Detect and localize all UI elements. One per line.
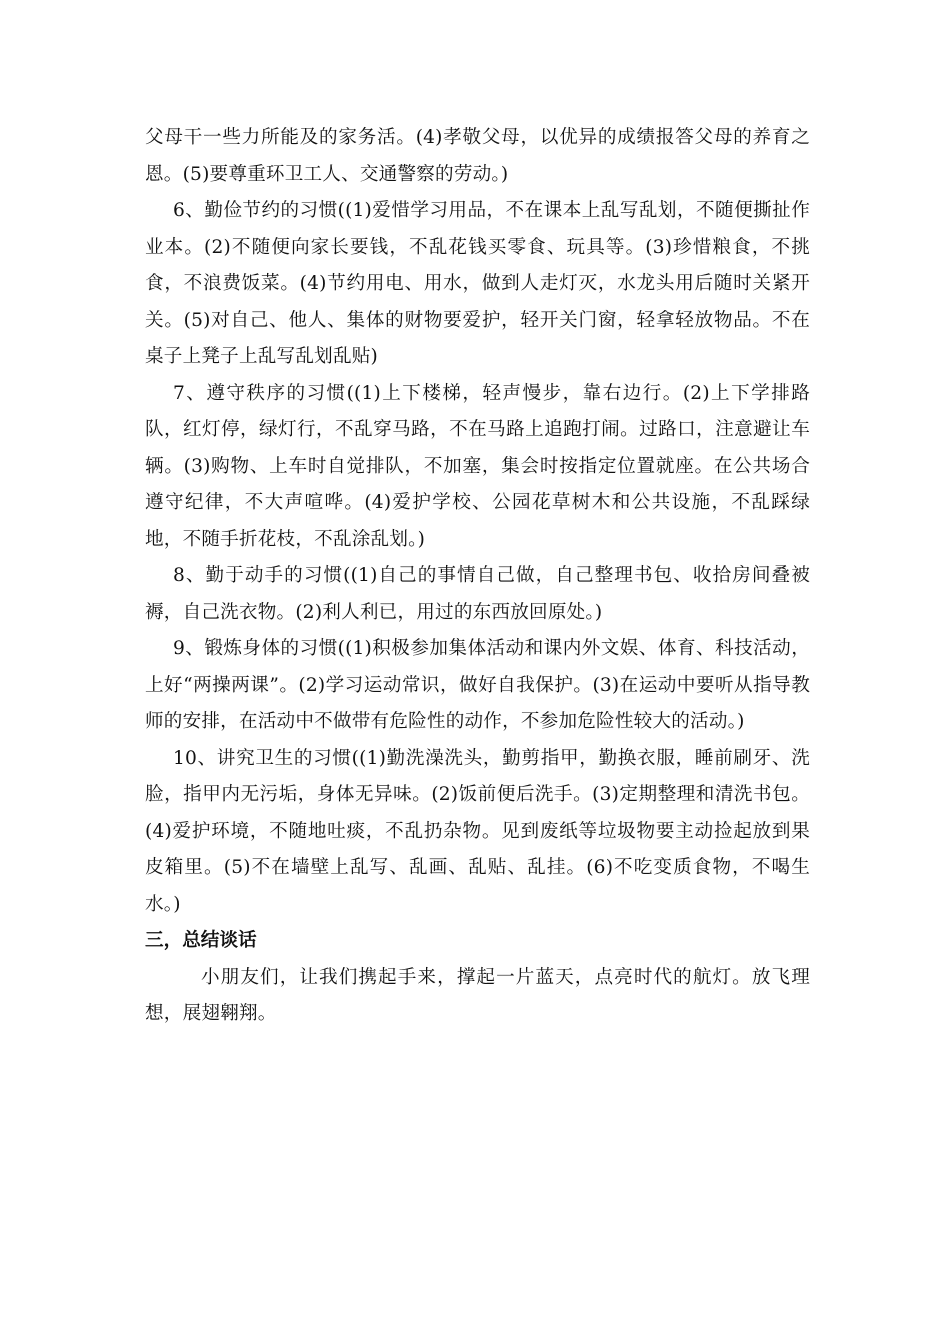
paragraph-habit-order: 7、遵守秩序的习惯((1)上下楼梯，轻声慢步，靠右边行。(2)上下学排路队，红灯停，绿灯行，不乱穿马路，不在马路上追跑打闹。过路口，注意避让车辆。(3)购物、上车时自觉排队，不加塞，集会时按指定位置就座。在公共场合遵守纪律，不大声喧哗。(4)爱护学校、公园花草树木和公共设施，不乱踩绿地，不随手折花枝，不乱涂乱划。) [145,382,810,550]
paragraph-habit-thrift: 6、勤俭节约的习惯((1)爱惜学习用品，不在课本上乱写乱划，不随便撕扯作业本。(2)不随便向家长要钱，不乱花钱买零食、玩具等。(3)珍惜粮食，不挑食，不浪费饭菜。(4)节约用电、用水，做到人走灯灭，水龙头用后随时关紧开关。(5)对自己、他人、集体的财物要爱护，轻开关门窗，轻拿轻放物品。不在桌子上凳子上乱写乱划乱贴) [145,200,810,367]
paragraph-parents-continued: 父母干一些力所能及的家务活。(4)孝敬父母，以优异的成绩报答父母的养育之恩。(5)要尊重环卫工人、交通警察的劳动。) [145,127,810,185]
section-heading-summary: 三，总结谈话 [145,930,257,951]
paragraph-habit-hygiene: 10、讲究卫生的习惯((1)勤洗澡洗头，勤剪指甲，勤换衣服，睡前刷牙、洗脸，指甲内无污垢，身体无异味。(2)饭前便后洗手。(3)定期整理和清洗书包。(4)爱护环境，不随地吐痰，不乱扔杂物。见到废纸等垃圾物要主动捡起放到果皮箱里。(5)不在墙壁上乱写、乱画、乱贴、乱挂。(6)不吃变质食物，不喝生水。) [145,747,810,915]
document-page [145,120,810,1033]
paragraph-summary: 小朋友们，让我们携起手来，撑起一片蓝天，点亮时代的航灯。放飞理想，展翅翱翔。 [145,966,810,1024]
paragraph-habit-exercise: 9、锻炼身体的习惯((1)积极参加集体活动和课内外文娱、体育、科技活动，上好“两操两课”。(2)学习运动常识，做好自我保护。(3)在运动中要听从指导教师的安排，在活动中不做带有危险性的动作，不参加危险性较大的活动。) [145,638,810,732]
paragraph-habit-handson: 8、勤于动手的习惯((1)自己的事情自己做，自己整理书包、收拾房间叠被褥，自己洗衣物。(2)利人利已，用过的东西放回原处。) [145,565,810,623]
